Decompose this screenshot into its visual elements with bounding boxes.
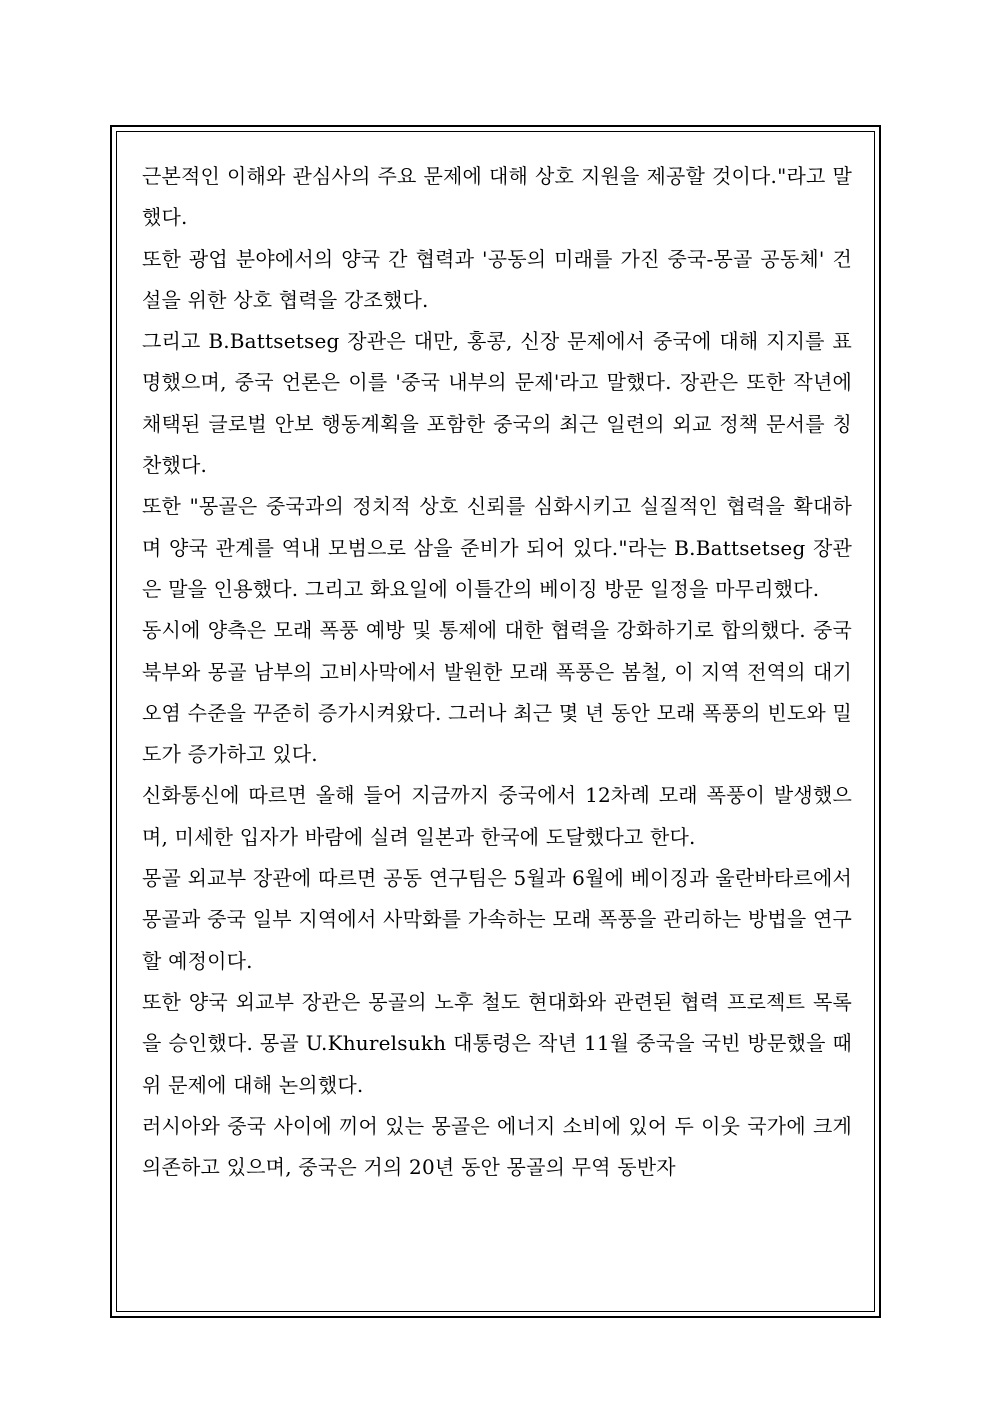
paragraph-1: 근본적인 이해와 관심사의 주요 문제에 대해 상호 지원을 제공할 것이다."라고 말했다. [142, 164, 852, 230]
paragraph-2: 또한 광업 분야에서의 양국 간 협력과 '공동의 미래를 가진 중국-몽골 공동체' 건설을 위한 상호 협력을 강조했다. [142, 246, 852, 312]
paragraph-6: 신화통신에 따르면 올해 들어 지금까지 중국에서 12차례 모래 폭풍이 발생했으며, 미세한 입자가 바람에 실려 일본과 한국에 도달했다고 한다. [142, 783, 852, 849]
paragraph-4: 또한 "몽골은 중국과의 정치적 상호 신뢰를 심화시키고 실질적인 협력을 확대하며 양국 관계를 역내 모범으로 삼을 준비가 되어 있다."라는 B.Battsetseg 장관은 말을 인용했다. 그리고 화요일에 이틀간의 베이징 방문 일정을 마무리했다. [142, 494, 852, 601]
paragraph-8: 또한 양국 외교부 장관은 몽골의 노후 철도 현대화와 관련된 협력 프로젝트 목록을 승인했다. 몽골 U.Khurelsukh 대통령은 작년 11월 중국을 국빈 방문했을 때 위 문제에 대해 논의했다. [142, 989, 852, 1097]
paragraph-9: 러시아와 중국 사이에 끼어 있는 몽골은 에너지 소비에 있어 두 이웃 국가에 크게 의존하고 있으며, 중국은 거의 20년 동안 몽골의 무역 동반자 [142, 1113, 852, 1180]
paragraph-5: 동시에 양측은 모래 폭풍 예방 및 통제에 대한 협력을 강화하기로 합의했다. 중국 북부와 몽골 남부의 고비사막에서 발원한 모래 폭풍은 봄철, 이 지역 전역의 대기 오염 수준을 꾸준히 증가시켜왔다. 그러나 최근 몇 년 동안 모래 폭풍의 빈도와 밀도가 증가하고 있다. [142, 618, 852, 767]
paragraph-3: 그리고 B.Battsetseg 장관은 대만, 홍콩, 신장 문제에서 중국에 대해 지지를 표명했으며, 중국 언론은 이를 '중국 내부의 문제'라고 말했다. 장관은 또한 작년에 채택된 글로벌 안보 행동계획을 포함한 중국의 최근 일련의 외교 정책 문서를 칭찬했다. [142, 329, 852, 478]
paragraph-7: 몽골 외교부 장관에 따르면 공동 연구팀은 5월과 6월에 베이징과 울란바타르에서 몽골과 중국 일부 지역에서 사막화를 가속하는 모래 폭풍을 관리하는 방법을 연구할 예정이다. [142, 866, 852, 973]
document-body [142, 156, 852, 1188]
